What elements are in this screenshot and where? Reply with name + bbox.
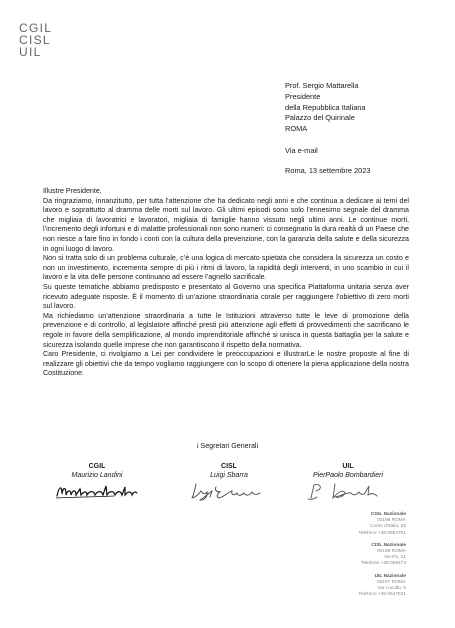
delivery-method: Via e-mail (285, 146, 318, 155)
signature-org: UIL (342, 463, 354, 470)
address-block-uil (358, 574, 406, 599)
signature-name: Maurizio Landini (71, 472, 123, 479)
signature-block-cgil (42, 462, 152, 502)
signatures-intro: i Segretari Generali (196, 442, 259, 450)
signature-block-uil (293, 462, 403, 502)
paragraph: Ma richiediamo un’attenzione straordinaria a tutte le Istituzioni attraverso tutte le leve di promozione della prevenzione e di controllo, al legislatore affinché presti più attenzione agli effetti di provvedimenti che sacrificano le regole in favore della semplificazione, al mondo imprenditoriale affinché si unisca in questa battaglia per la salute e sicurezza isolando quelle imprese che non garantiscono il rispetto della normativa. (43, 311, 409, 349)
address-postcode: 00187 ROMA (376, 579, 406, 585)
address-postcode: 00198 ROMA (376, 518, 406, 524)
paragraph: Non si tratta solo di un problema culturale, c’è una logica di mercato spietata che considera la sicurezza un costo e non un investimento, incrementa sempre di più i ritmi di lavoro, la rapidità degli interventi, in uno scambio in cui il lavoro e la vita delle persone continuano ad essere l’agnello sacrificale. (43, 254, 409, 282)
recipient-line: della Repubblica Italiana (285, 102, 366, 112)
recipient-line: Palazzo del Quirinale (285, 113, 355, 123)
address-street: Via Po, 21 (383, 555, 406, 561)
paragraph: Su queste tematiche abbiamo predisposto e presentato al Governo una specifica Piattaforma unitaria senza aver ricevuto adeguate risposte. È il momento di un’azione straordinaria corale per raggiungere l’obiettivo di zero morti sul lavoro. (43, 282, 409, 311)
address-phone: Telefono +39 0647531 (358, 592, 406, 598)
logo-line-uil: UIL (19, 45, 42, 59)
recipient-line: ROMA (285, 124, 308, 134)
address-block-cgil (358, 512, 406, 537)
address-phone: Telefono +39 0684761 (358, 530, 406, 536)
address-street: Via Lucullo, 6 (377, 586, 406, 592)
address-block-cisl (358, 543, 406, 568)
address-phone: Telefono +39 068473 (361, 561, 406, 567)
recipient-line: Prof. Sergio Mattarella (285, 81, 359, 90)
address-title: CGIL Nazionale (370, 512, 406, 517)
recipient-address (285, 81, 366, 135)
letter-date: Roma, 13 settembre 2023 (285, 166, 371, 175)
signature-org: CISL (221, 463, 237, 470)
logo-block (19, 22, 52, 58)
address-postcode: 00198 ROMA (376, 549, 406, 555)
signature-name: Luigi Sbarra (210, 472, 248, 479)
letter-body (43, 187, 409, 379)
logo-line-cgil: CGIL (19, 21, 53, 35)
recipient-line: Presidente (285, 91, 321, 101)
handwritten-signature-bombardieri (305, 480, 391, 502)
signature-org: CGIL (88, 463, 106, 470)
salutation: Illustre Presidente, (43, 187, 102, 195)
signature-name: PierPaolo Bombardieri (312, 472, 384, 479)
footer-addresses (358, 512, 406, 604)
signature-block-cisl (174, 462, 284, 502)
handwritten-signature-landini (54, 480, 140, 502)
address-title: UIL Nazionale (374, 573, 406, 579)
address-street: Corso d’Italia, 25 (370, 524, 406, 530)
paragraph: Da ringraziamo, innanzitutto, per tutta l’attenzione che ha dedicato negli anni e che continua a dedicare ai temi del lavoro e soprattutto al dramma delle morti sul lavoro. Gli ultimi episodi sono solo l’ennesimo segnale del dramma che migliaia di lavoratrici e lavoratori, migliaia di famiglie hanno vissuto negli ultimi anni. Le continue morti, l’incremento degli infortuni e di malattie professionali non sono numeri: ci consegnano la dura realtà di un Paese che non riesce a fare fino in fondo i conti con la cultura della prevenzione, con la garanzia della salute e della sicurezza in ogni luogo di lavoro. (43, 196, 409, 253)
handwritten-signature-sbarra (186, 480, 272, 502)
address-title: CISL Nazionale (371, 542, 406, 548)
logo-line-cisl: CISL (19, 33, 51, 47)
paragraph: Caro Presidente, ci rivolgiamo a Lei per condividere le preoccupazioni e illustrarLe le nostre proposte al fine di realizzare gli obiettivi che da tempo vogliamo raggiungere con lo scopo di ottenere la piena applicazione della nostra Costituzione. (43, 350, 409, 378)
